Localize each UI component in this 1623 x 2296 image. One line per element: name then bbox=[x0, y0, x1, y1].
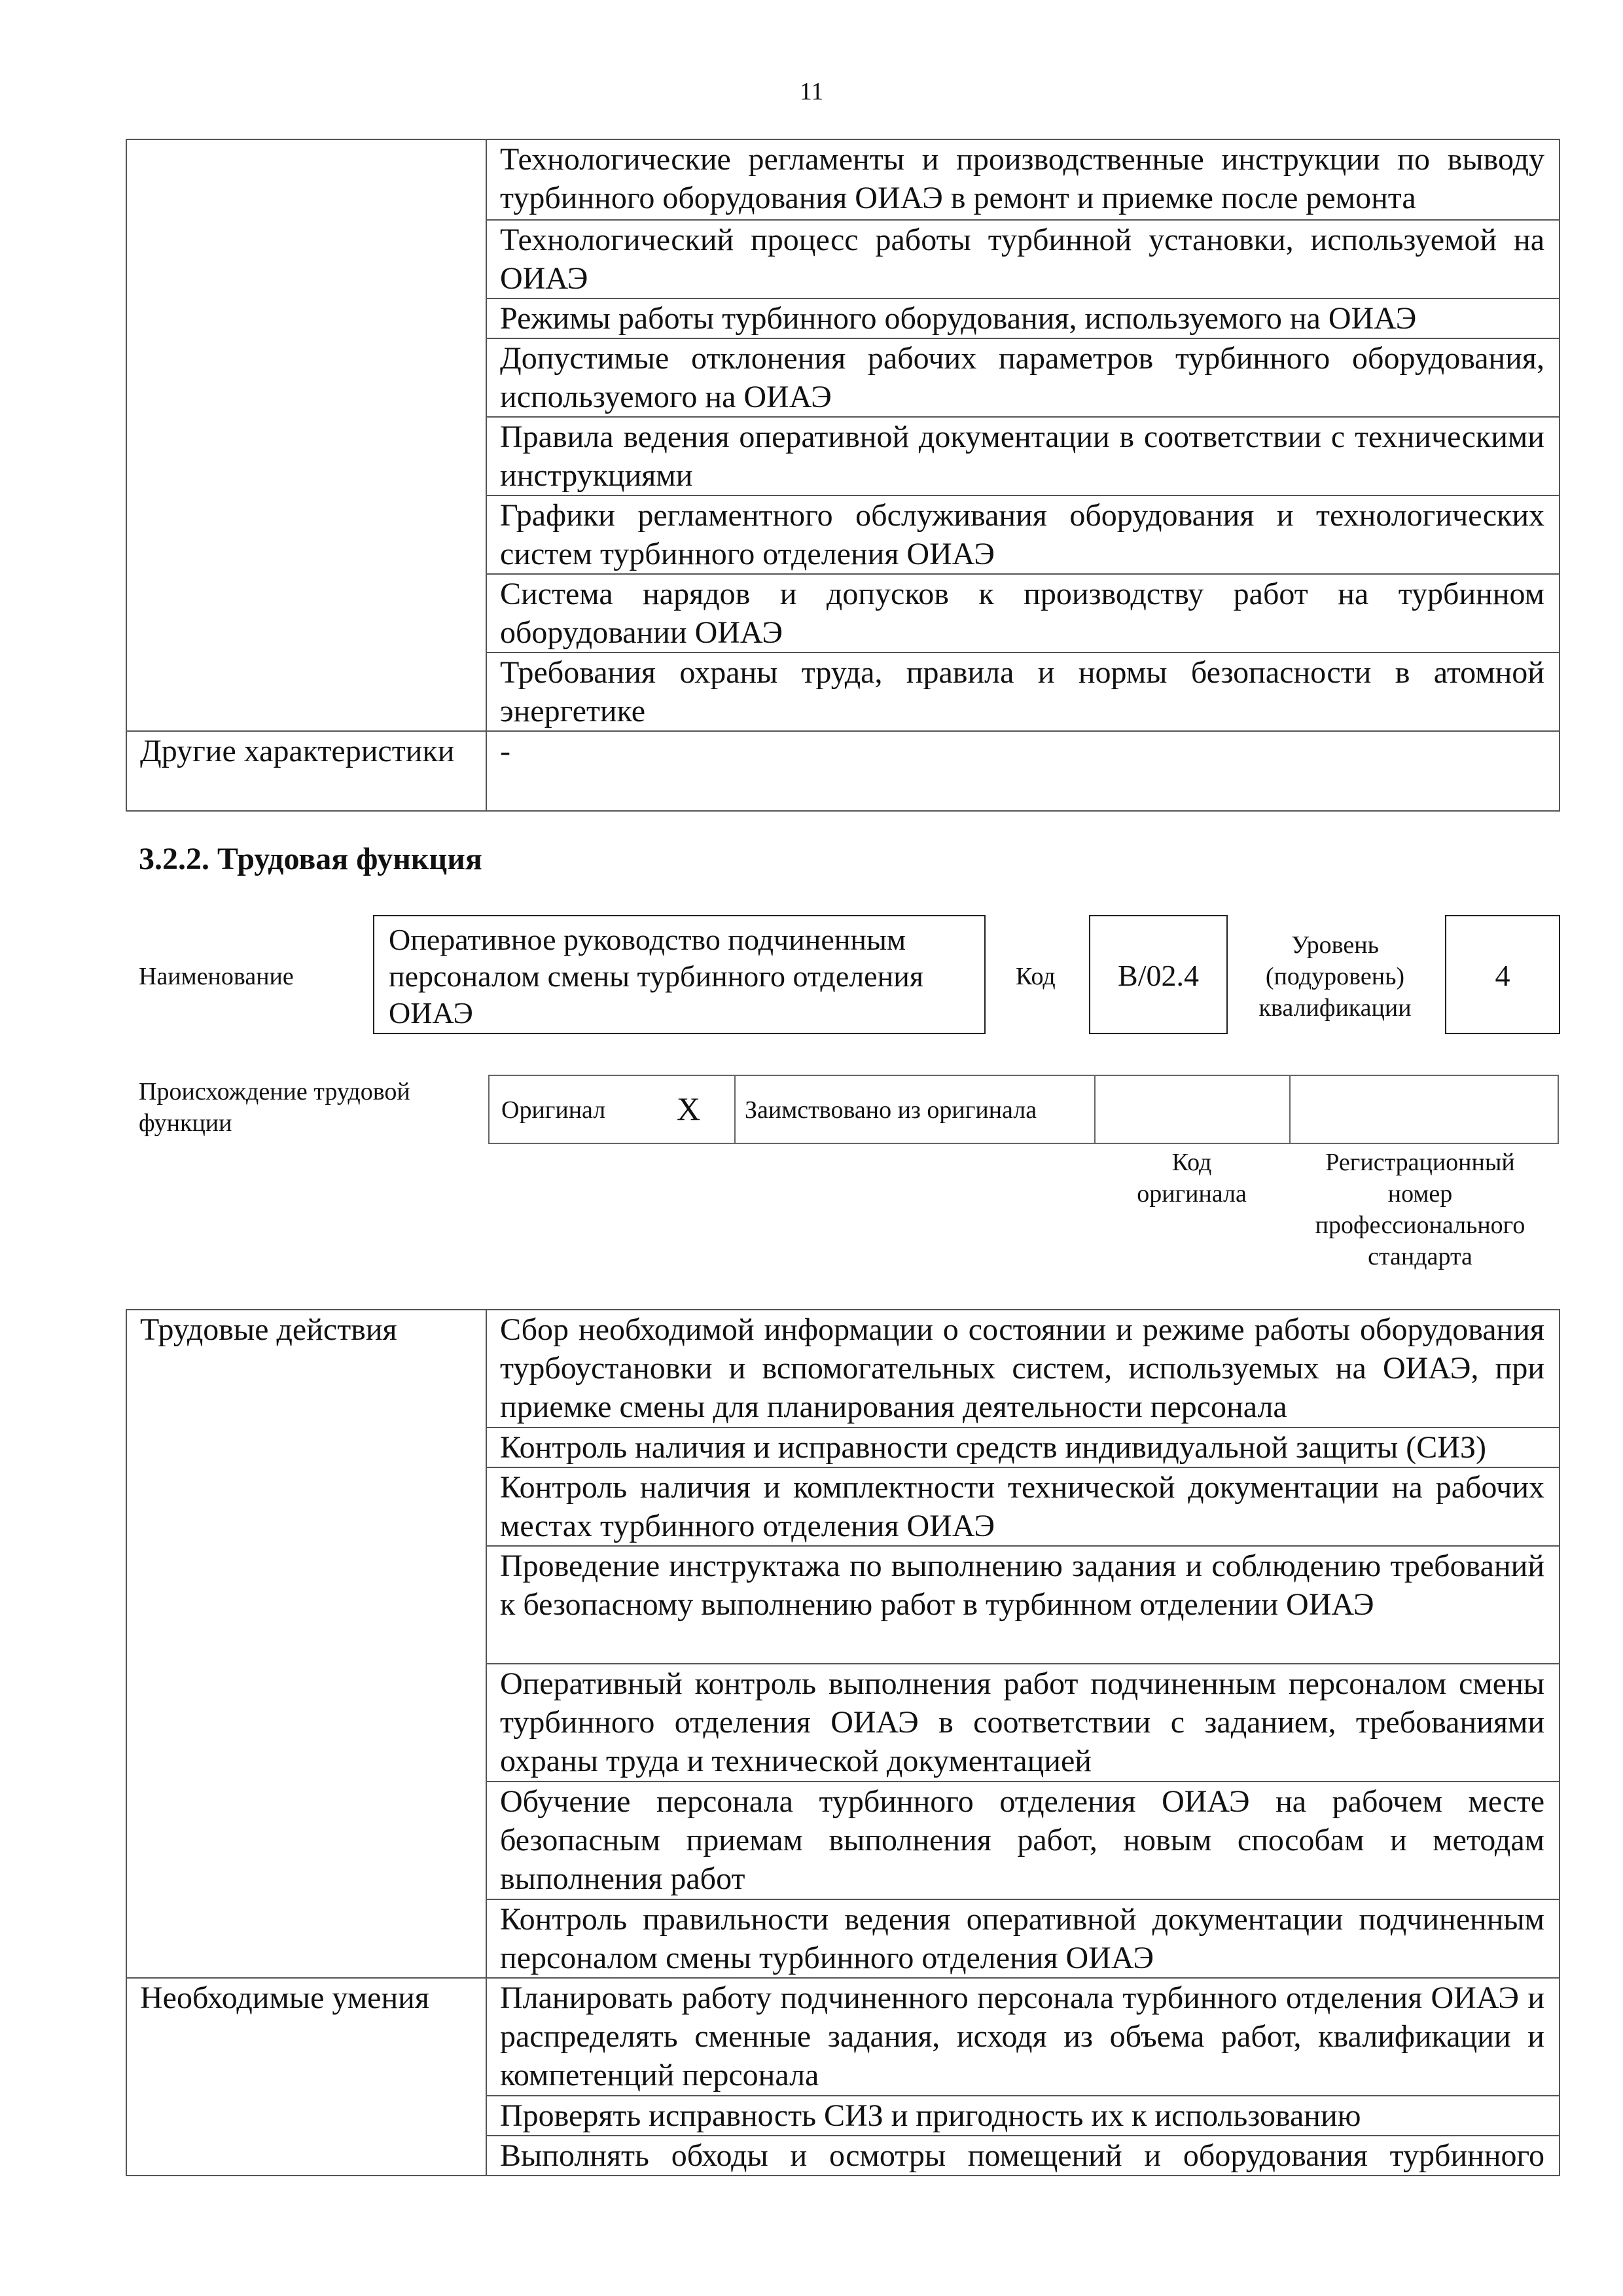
action-item: Обучение персонала турбинного отделения ОИАЭ на рабочем месте безопасным приемам выполнения работ, новым способам и методам выполнения работ bbox=[486, 1782, 1560, 1899]
origin-original: Оригинал bbox=[501, 1096, 606, 1124]
page-number: 11 bbox=[799, 78, 824, 105]
action-item: Контроль наличия и комплектности технической документации на рабочих местах турбинного отделения ОИАЭ bbox=[486, 1467, 1560, 1546]
skill-item: Проверять исправность СИЗ и пригодность их к использованию bbox=[486, 2096, 1560, 2136]
origin-label: Происхождение трудовой функции bbox=[139, 1078, 410, 1137]
action-item: Оперативный контроль выполнения работ подчиненным персоналом смены турбинного отделения ОИАЭ в соответствии с заданием, требованиями охраны труда и технической документацией bbox=[486, 1664, 1560, 1782]
code-value: В/02.4 bbox=[1118, 959, 1199, 992]
knowledge-item: Технологические регламенты и производственные инструкции по выводу турбинного оборудования ОИАЭ в ремонт и приемке после ремонта bbox=[486, 139, 1560, 220]
section-title: 3.2.2. Трудовая функция bbox=[139, 842, 482, 876]
origin-mark: X bbox=[677, 1090, 701, 1127]
table-cell-empty bbox=[126, 139, 486, 731]
action-item: Сбор необходимой информации о состоянии и режиме работы оборудования турбоустановки и вспомогательных систем, используемых на ОИАЭ, при приемке смены для планирования деятельности персонала bbox=[486, 1310, 1560, 1427]
origin-code-caption: Код оригинала bbox=[1137, 1149, 1247, 1208]
level-value: 4 bbox=[1495, 959, 1510, 992]
code-box bbox=[1089, 915, 1228, 1034]
origin-divider bbox=[1558, 1075, 1559, 1144]
origin-row bbox=[488, 1075, 1559, 1144]
knowledge-item: Допустимые отклонения рабочих параметров турбинного оборудования, используемого на ОИАЭ bbox=[486, 338, 1560, 417]
knowledge-item: Технологический процесс работы турбинной установки, используемой на ОИАЭ bbox=[486, 220, 1560, 298]
name-label: Наименование bbox=[139, 963, 294, 990]
skills-label: Необходимые умения bbox=[126, 1978, 486, 2176]
action-item: Контроль правильности ведения оперативной документации подчиненным персоналом смены турбинного отделения ОИАЭ bbox=[486, 1899, 1560, 1978]
table-row bbox=[126, 731, 1560, 811]
action-item: Проведение инструктажа по выполнению задания и соблюдению требований к безопасному выполнению работ в турбинном отделении ОИАЭ bbox=[486, 1546, 1560, 1664]
origin-divider bbox=[1094, 1075, 1096, 1144]
action-item: Контроль наличия и исправности средств индивидуальной защиты (СИЗ) bbox=[486, 1427, 1560, 1467]
function-name-box bbox=[373, 915, 986, 1034]
knowledge-item: Система нарядов и допусков к производству работ на турбинном оборудовании ОИАЭ bbox=[486, 574, 1560, 653]
other-characteristics-label: Другие характеристики bbox=[126, 731, 486, 811]
knowledge-item: Правила ведения оперативной документации в соответствии с техническими инструкциями bbox=[486, 417, 1560, 495]
knowledge-item: Требования охраны труда, правила и нормы безопасности в атомной энергетике bbox=[486, 653, 1560, 731]
code-label: Код bbox=[1016, 963, 1056, 990]
knowledge-item: Режимы работы турбинного оборудования, используемого на ОИАЭ bbox=[486, 298, 1560, 338]
other-characteristics-value: - bbox=[486, 731, 1560, 811]
skill-item: Планировать работу подчиненного персонала турбинного отделения ОИАЭ и распределять сменные задания, исходя из объема работ, квалификации и компетенций персонала bbox=[486, 1978, 1560, 2096]
table-row bbox=[126, 1310, 1560, 1427]
origin-divider bbox=[488, 1075, 490, 1144]
origin-reg-caption: Регистрационный номер профессионального стандарта bbox=[1315, 1149, 1525, 1270]
function-name-value: Оперативное руководство подчиненным персоналом смены турбинного отделения ОИАЭ bbox=[389, 923, 923, 1030]
origin-borrowed: Заимствовано из оригинала bbox=[745, 1096, 1037, 1124]
level-box bbox=[1445, 915, 1560, 1034]
table-row bbox=[126, 1978, 1560, 2096]
table-row bbox=[126, 139, 1560, 220]
functions-table bbox=[126, 1309, 1560, 2176]
origin-divider bbox=[734, 1075, 736, 1144]
origin-divider bbox=[1289, 1075, 1291, 1144]
knowledge-item: Графики регламентного обслуживания оборудования и технологических систем турбинного отделения ОИАЭ bbox=[486, 495, 1560, 574]
level-label: Уровень (подуровень) квалификации bbox=[1258, 931, 1412, 1022]
knowledge-table bbox=[126, 139, 1560, 812]
skill-item: Выполнять обходы и осмотры помещений и оборудования турбинного bbox=[486, 2136, 1560, 2176]
actions-label: Трудовые действия bbox=[126, 1310, 486, 1978]
